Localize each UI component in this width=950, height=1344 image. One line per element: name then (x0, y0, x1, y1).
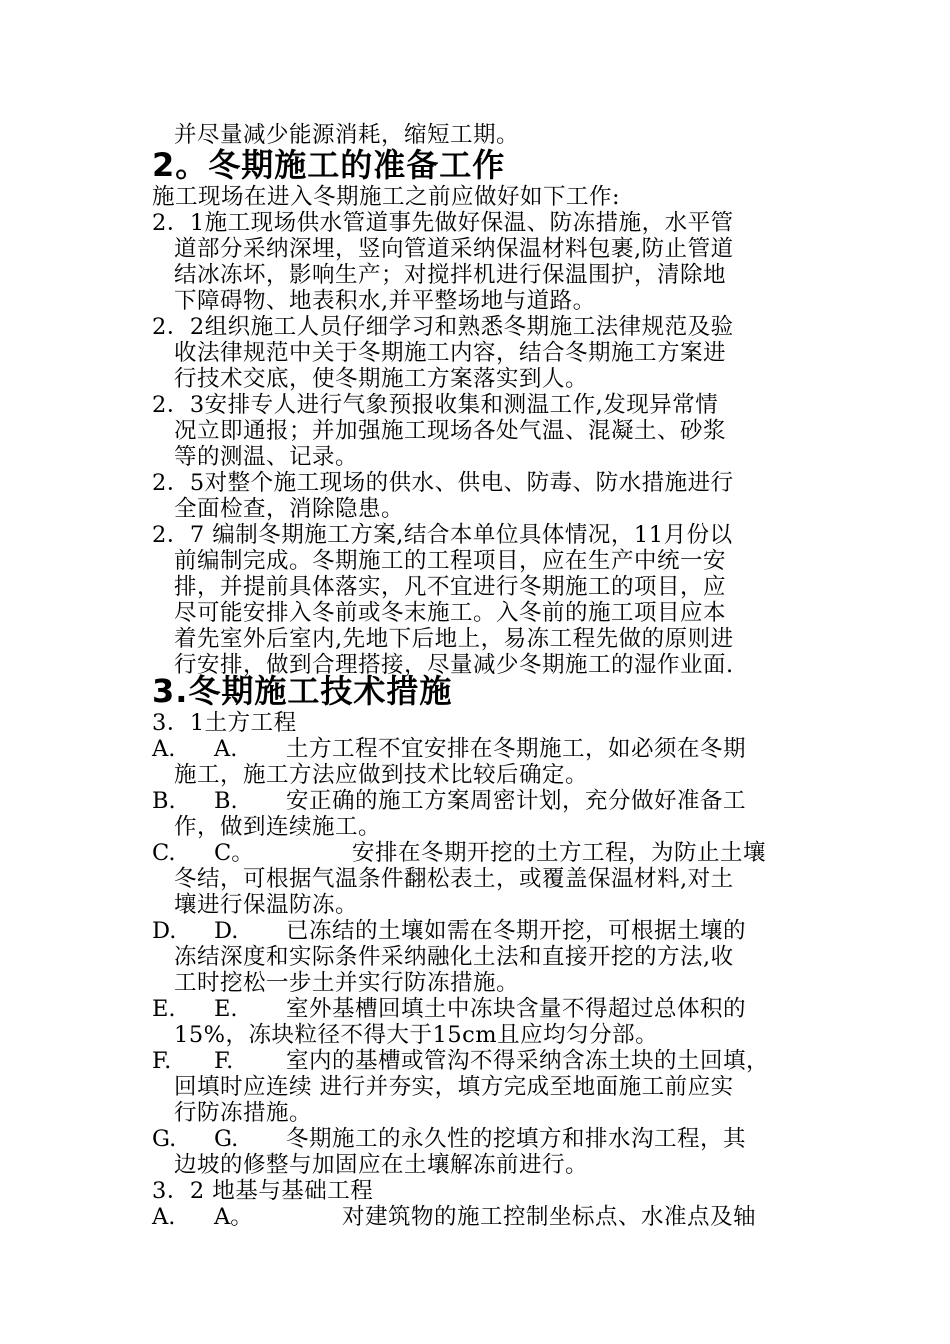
section-heading: 2。冬期施工的准备工作 (152, 146, 506, 184)
list-item-line: 行安排，做到合理搭接，尽量减少冬期施工的湿作业面. (174, 652, 734, 678)
list-item-line: 等的测温、记录。 (174, 444, 359, 470)
list-marker: C. (152, 840, 176, 866)
list-item-line: 室内的基槽或管沟不得采纳含冻土块的土回填， (286, 1048, 770, 1074)
list-marker: E. (214, 996, 238, 1022)
list-item-line: 着先室外后室内,先地下后地上，易冻工程先做的原则进 (174, 626, 734, 652)
subsection-heading: 3．1土方工程 (152, 710, 297, 736)
list-item-line: 2．7 编制冬期施工方案,结合本单位具体情况，11月份以 (152, 522, 733, 548)
list-item-line: 安正确的施工方案周密计划，充分做好准备工 (286, 788, 747, 814)
list-item-line: 结冰冻坏，影响生产；对搅拌机进行保温围护，清除地 (174, 262, 727, 288)
list-item-line: 况立即通报；并加强施工现场各处气温、混凝土、砂浆 (174, 418, 727, 444)
list-item-line: 2．1施工现场供水管道事先做好保温、防冻措施，水平管 (152, 210, 734, 236)
list-marker: A. (152, 736, 176, 762)
list-marker: D. (152, 918, 177, 944)
list-item-line: 前编制完成。冬期施工的工程项目，应在生产中统一安 (174, 548, 727, 574)
list-marker: G. (214, 1126, 239, 1152)
list-marker: C。 (214, 840, 254, 866)
list-item-line: 全面检查，消除隐患。 (174, 496, 405, 522)
list-item-line: 尽可能安排入冬前或冬末施工。入冬前的施工项目应本 (174, 600, 727, 626)
list-item-line: 冬期施工的永久性的挖填方和排水沟工程，其 (286, 1126, 747, 1152)
list-item-line: 土方工程不宜安排在冬期施工，如必须在冬期 (286, 736, 747, 762)
list-item-line: 安排在冬期开挖的土方工程，为防止土壤 (352, 840, 767, 866)
list-marker: F. (214, 1048, 234, 1074)
list-item-line: 2．5对整个施工现场的供水、供电、防毒、防水措施进行 (152, 470, 734, 496)
list-marker: A. (152, 1204, 176, 1230)
list-item-line: 冬结，可根据气温条件翻松表土，或覆盖保温材料,对土 (174, 866, 734, 892)
list-marker: F. (152, 1048, 172, 1074)
list-item-line: 作，做到连续施工。 (174, 814, 382, 840)
list-item-line: 行防冻措施。 (174, 1100, 313, 1126)
list-item-line: 室外基槽回填土中冻块含量不得超过总体积的 (286, 996, 747, 1022)
list-item-line: 下障碍物、地表积水,并平整场地与道路。 (174, 288, 596, 314)
list-item-line: 壤进行保温防冻。 (174, 892, 359, 918)
list-marker: E. (152, 996, 176, 1022)
list-item-line: 排，并提前具体落实，凡不宜进行冬期施工的项目，应 (174, 574, 727, 600)
list-item-line: 冻结深度和实际条件采纳融化土法和直接开挖的方法,收 (174, 944, 734, 970)
list-item-line: 施工，施工方法应做到技术比较后确定。 (174, 762, 589, 788)
list-item-line: 已冻结的土壤如需在冬期开挖，可根据土壤的 (286, 918, 747, 944)
list-item-line: 行技术交底，使冬期施工方案落实到人。 (174, 366, 589, 392)
subsection-heading: 3．2 地基与基础工程 (152, 1178, 374, 1204)
list-marker: A. (214, 736, 238, 762)
list-marker: G. (152, 1126, 177, 1152)
list-marker: B. (214, 788, 238, 814)
list-marker: A。 (214, 1204, 253, 1230)
list-item-line: 收法律规范中关于冬期施工内容，结合冬期施工方案进 (174, 340, 727, 366)
list-item-line: 2．3安排专人进行气象预报收集和测温工作,发现异常情 (152, 392, 719, 418)
text-line: 施工现场在进入冬期施工之前应做好如下工作: (152, 184, 621, 210)
list-item-line: 回填时应连续 进行并夯实，填方完成至地面施工前应实 (174, 1074, 734, 1100)
list-marker: D. (214, 918, 239, 944)
section-heading: 3.冬期施工技术措施 (152, 672, 453, 710)
list-item-line: 2．2组织施工人员仔细学习和熟悉冬期施工法律规范及验 (152, 314, 734, 340)
list-marker: B. (152, 788, 176, 814)
list-item-line: 工时挖松一步土并实行防冻措施。 (174, 970, 520, 996)
list-item-line: 对建筑物的施工控制坐标点、水准点及轴 (342, 1204, 757, 1230)
text-line: 并尽量减少能源消耗，缩短工期。 (174, 122, 520, 148)
list-item-line: 边坡的修整与加固应在土壤解冻前进行。 (174, 1152, 589, 1178)
list-item-line: 道部分采纳深埋，竖向管道采纳保温材料包裹,防止管道 (174, 236, 734, 262)
list-item-line: 15%，冻块粒径不得大于15cm且应均匀分部。 (174, 1022, 659, 1048)
